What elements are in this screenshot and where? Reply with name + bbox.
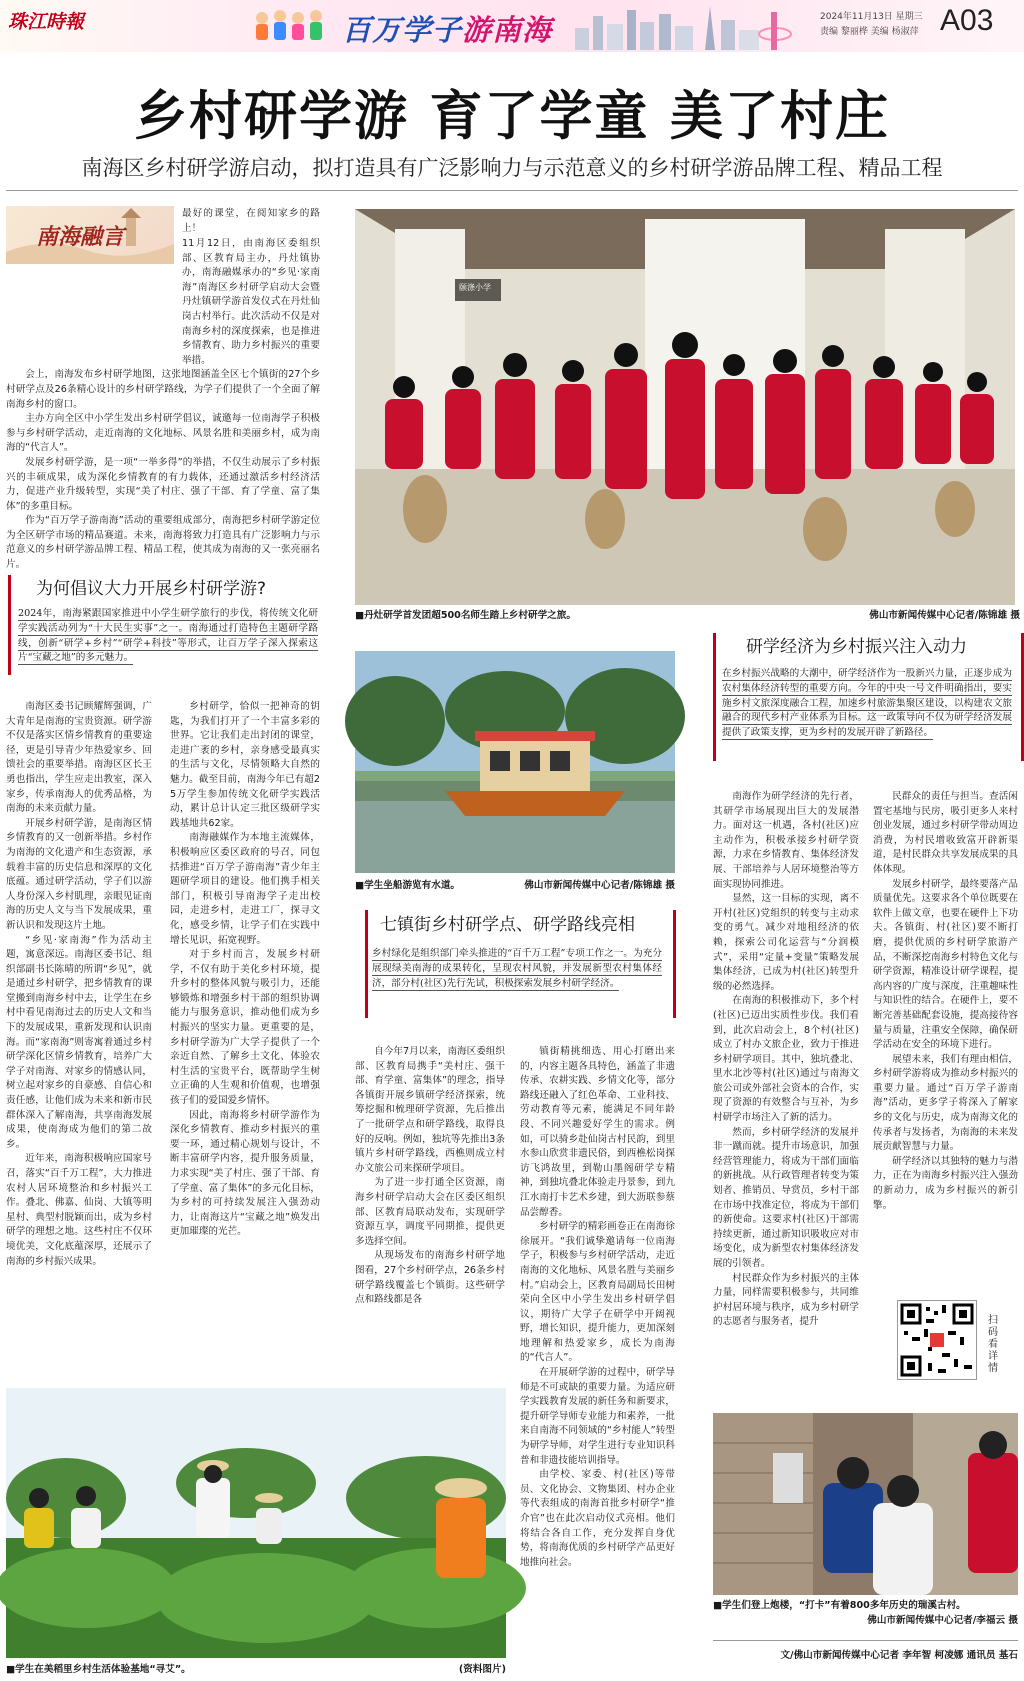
section3-paragraph: 展望未来，我们有理由相信，乡村研学游将成为推动乡村振兴的重要力量。通过“百万学子游南海”活动，更多学子将深入了解家乡的文化与历史，成为南海文化的传承者与发扬者，为南海的未来发展贡献智慧与力量。 — [873, 1053, 1018, 1153]
intro-body — [6, 237, 320, 571]
section1-paragraph: 开展乡村研学游，是南海区情乡情教育的又一创新举措。乡村作为南海的文化遗产和生态资源，承载着丰富的历史信息和深厚的文化底蕴。通过研学活动，学子们以游人身份深入乡村肌理，亲眼见证南海的历史人文与当下发展成果，重新认识和发现这片土地。 — [6, 817, 152, 931]
section3-col1 — [713, 790, 859, 1390]
photo-main-sign: 颐涤小学 — [459, 283, 491, 292]
qr-code[interactable] — [897, 1300, 977, 1380]
photo-boat — [355, 651, 675, 873]
section2-paragraph: 自今年7月以来，南海区委组织部、区教育局携手“美村庄、强干部、育学童、富集体”的理念，指导各镇街开展乡镇研学经济探索，统筹挖掘和梳理研学资源，先后推出了一批研学点和研学路线，取得良好的反响。例如，独坑等先推出3条镇片乡村研学路线，西樵则成立村办文旅公司来探研学项目。 — [355, 1046, 506, 1174]
section3-paragraph: 研学经济以其独特的魅力与潜力，正在为南海乡村振兴注入强劲的新动力，成为乡村振兴的新引擎。 — [873, 1155, 1018, 1211]
photo-rubbing-caption: ■学生们登上炮楼，“打卡”有着800多年历史的瑞溪古村。 — [713, 1600, 966, 1611]
section2-lead — [372, 947, 662, 1013]
section2-paragraph: 为了进一步打通全区资源，南海乡村研学启动大会在区委区组织部、区教育局联动发布，实现研学资源互享，调度平同期推，提供更多选择空间。 — [355, 1177, 505, 1247]
photo-boat-credit: 佛山市新闻传媒中心记者/陈锦雄 摄 — [524, 880, 675, 891]
section3-paragraph: 发展乡村研学，最终要落产品质量优先。这要求各个单位既要在软件上做文章，也要在硬件上下功夫。各镇街、村(社区)要不断打磨，提供优质的乡村研学旅游产品，不断深挖南海乡村特色文化与研学资源，精准设计研学课程，提高内容的广度与深度，注重趣味性与知识性的结合。在硬件上，要不断完善基础配套设施，提高接待容量与质量，注重安全保障，确保研学活动在安全的环境下进行。 — [873, 878, 1018, 1051]
section3-col2 — [873, 790, 1018, 1290]
intro-paragraph: 作为“百万学子游南海”活动的重要组成部分，南海把乡村研学游定位为全区研学市场的精品赛道。未来，南海将致力打造具有广泛影响力与示范意义的乡村研学游品牌工程、精品工程，使其成为南海的又一张亮丽名片。 — [6, 515, 320, 571]
section2-col2 — [520, 1045, 675, 1670]
column-logo-text: 南海融言 — [36, 224, 125, 250]
section1-paragraph: 南海区委书记顾耀辉强调，广大青年是南海的宝贵资源。研学游不仅是落实区情乡情教育的重要途径，更是引导青少年热爱家乡、回馈社会的重要举措。南海区区长王勇也指出，学生应走出教室，深入家乡，传承南海人的优秀品格，为南海的未来贡献力量。 — [6, 701, 152, 815]
skyline-illustration — [575, 4, 800, 50]
section1-col1 — [6, 700, 152, 1365]
section3-paragraph: 然而，乡村研学经济的发展并非一蹴而就。提升市场意识，加强经营管理能力，将成为干部们面临的新挑战。从行政管理者转变为策划者、推销员、导赏员，乡村干部在市场中找准定位，将成为干部们的新使命。这要求村(社区)干部需持续更新，通过新知识吸收应对市场变化，成为新型农村集体经济发展的引领者。 — [713, 1126, 859, 1269]
section2-paragraph: 在开展研学游的过程中，研学导师是不可或缺的重要力量。为适应研学实践教育发展的新任务和新要求，提升研学导师专业能力和素养，一批来自南海不同领域的“乡村能人”转型为研学导师，对学生进行专业知识科普和非遗技能培训指导。 — [520, 1367, 675, 1466]
section3-paragraph: 在南海的积极推动下，多个村(社区)已迈出实质性步伐。我们看到，此次启动会上，8个村(社区)成立了村办文旅企业，致力于推进乡村研学项目。其中，独坑叠北、里水北沙等村(社区)通过与南海文旅公司或外部社会资本的合作，实现了资源的有效整合与互补，为乡村研学市场注入了新的活力。 — [713, 995, 859, 1124]
issue-date: 2024年11月13日 星期三 — [820, 12, 923, 22]
photo-tea-credit: (资料图片) — [458, 1664, 506, 1675]
intro-paragraph: 会上，南海发布乡村研学地图，这张地图涵盖全区七个镇街的27个乡村研学点及26条精心设计的乡村研学路线，为学子们提供了一个全面了解南海乡村的窗口。 — [6, 369, 320, 410]
section2-lead-text: 乡村绿化是组织部门牵头推进的“百千万工程”专项工作之一。为充分展现绿美南海的成果转化，呈现农村风貌，并发展新型农村集体经济，部分村(社区)先行先试，积极探索发展乡村研学经济。 — [372, 948, 662, 989]
kids-cartoon-icon — [252, 6, 330, 46]
section1-paragraph: “乡见·家南海”作为活动主题，寓意深远。南海区委书记、组织部副书长陈晴的所谓“乡见”，就是通过乡村研学，把乡情教育的课堂搬到南海乡村中去，让学生在乡村中看见南海过去的历史人文和当下的发展成果，重新发现和认识南海。而“家南海”则寄寓着通过乡村研学深化区情乡情教育，培养广大学子对南海、对家乡的情感认同，树立起对家乡的自豪感、自信心和责任感，让他们成为未来和新市民群体深入了解南海，共享南海发展成果，使南海成为他们的第二故乡。 — [6, 934, 152, 1150]
section2-title: 七镇街乡村研学点、研学路线亮相 — [380, 915, 635, 935]
section1-paragraph: 南海融媒作为本地主流媒体，积极响应区委区政府的号召，同包括推进“百万学子游南海”青少年主题研学项目的建设。他们携手相关部门，积极引导南海学子走出校园，走进乡村，走进工厂，探寻文化，感受乡情，让学子们在实践中增长见识，拓宽视野。 — [170, 832, 320, 946]
intro-paragraph: 发展乡村研学游，是一项“一举多得”的举措，不仅生动展示了乡村振兴的丰硕成果，成为深化乡情教育的有力载体，还通过激活乡村经济活力，促进产业升级转型，实现“美了村庄、强了干部、育了学童、富了集体”的多重目标。 — [6, 456, 320, 512]
photo-main-credit: 佛山市新闻传媒中心记者/陈锦雄 摄 — [869, 610, 1020, 621]
photo-main-caption: ■丹灶研学首发团超500名师生踏上乡村研学之旅。 — [355, 610, 576, 621]
intro-lead: 最好的课堂，在阅知家乡的路上！ — [182, 208, 320, 234]
qr-label: 扫码看详情 — [988, 1315, 998, 1374]
section2-paragraph: 乡村研学的精彩画卷正在南海徐徐展开。“我们诚挚邀请每一位南海学子，积极参与乡村研学活动，走近南海的文化地标、风景名胜与美丽乡村。”启动会上，区教育局副局长田树荣向全区中小学生发出乡村研学倡议，期待广大学子在研学中开阔视野，增长知识，提升能力，更加深刻地理解和热爱家乡，成长为南海的“代言人”。 — [520, 1221, 675, 1364]
section1-paragraph: 因此，南海将乡村研学游作为深化乡情教育、推动乡村振兴的重要一环，通过精心规划与设计，不断丰富研学内容，提升服务质量，力求实现“美了村庄、强了干部、育了学童、富了集体”的多元化目标，为乡村的可持续发展注入强劲动力，让南海这片“宝藏之地”焕发出更加璀璨的光芒。 — [170, 1109, 320, 1238]
section3-paragraph: 南海作为研学经济的先行者，其研学市场展现出巨大的发展潜力。面对这一机遇，各村(社区)应主动作为，积极承接乡村研学资源，力求在乡情教育、集体经济发展、干部培养与人居环境整治等方面实现协同推进。 — [713, 791, 859, 890]
headline-rule — [6, 190, 1018, 191]
photo-main — [355, 209, 1015, 605]
byline: 文/佛山市新闻传媒中心记者 李年智 柯凌娜 通讯员 基石 — [780, 1650, 1018, 1661]
page-number: A03 — [940, 4, 994, 37]
section3-lead-text: 在乡村振兴战略的大潮中，研学经济作为一股新兴力量，正逐步成为农村集体经济转型的重要方向。今年的中央一号文件明确指出，要实施乡村文旅深度融合工程，加速乡村旅游集聚区建设，以构建农文旅融合的现代乡村产业体系为目标。这一政策导向不仅为研学经济发展提供了政策支撑，更为乡村的发展开辟了新路径。 — [722, 668, 1012, 739]
section3-lead — [722, 667, 1012, 757]
headline: 乡村研学游 育了学童 美了村庄 — [134, 86, 890, 147]
section1-paragraph: 近年来，南海积极响应国家号召，落实“百千万工程”，大力推进农村人居环境整治和乡村振兴工作。叠北、佛嘉、仙岗、大镇等明星村、典型村脱颖而出，成为乡村研学的理想之地。这些村庄不仅环境优美，文化底蕴深厚，还展示了南海的乡村振兴成果。 — [6, 1153, 152, 1267]
section3-title: 研学经济为乡村振兴注入动力 — [746, 637, 967, 657]
section2-paragraph: 由学校、家委、村(社区)等带员、文化协会、文物集团、村办企业等代表组成的南海首批乡村研学“推介官”也在此次启动仪式亮相。他们将结合各自工作，充分发挥自身优势，将南海优质的乡村研学产品更好地推向社会。 — [520, 1469, 675, 1568]
byline-rule — [713, 1640, 1018, 1641]
section1-lead-text: 2024年，南海紧跟国家推进中小学生研学旅行的步伐，将传统文化研学实践活动列为“十大民生实事”之一。南海通过打造特色主题研学路线，创新“研学+乡村”“研学+科技”等形式，让百万学子深入探索这片“宝藏之地”的多元魅力。 — [18, 608, 318, 664]
section1-paragraph: 乡村研学，恰似一把神奇的钥匙，为我们打开了一个丰富多彩的世界。它让我们走出封闭的课堂，走进广袤的乡村，亲身感受最真实的生活与文化，尽情领略大自然的魅力。截至目前，南海今年已有超25万学生参加传统文化研学实践活动，累计总计认定三批区级研学实践基地共62家。 — [170, 701, 321, 829]
paper-name: 珠江時報 — [8, 11, 85, 33]
photo-tea — [6, 1388, 506, 1658]
section1-lead — [18, 607, 318, 671]
photo-rubbing — [713, 1413, 1018, 1595]
photo-rubbing-credit: 佛山市新闻传媒中心记者/李福云 摄 — [867, 1615, 1018, 1626]
editor-credits: 责编 黎丽桦 美编 杨淑萍 — [820, 27, 919, 37]
section3-paragraph: 村民群众作为乡村振兴的主体力量，同样需要积极参与，共同维护村居环境与秩序，成为乡村研学的志愿者与服务者，提升 — [713, 1272, 859, 1328]
subheadline: 南海区乡村研学游启动，拟打造具有广泛影响力与示范意义的乡村研学游品牌工程、精品工程 — [81, 156, 943, 180]
banner-title — [342, 8, 552, 49]
section1-paragraph: 对于乡村而言，发展乡村研学，不仅有助于美化乡村环境，提升乡村的整体风貌与吸引力，还能够锻炼和增强乡村干部的组织协调能力与服务意识，推动他们成为乡村振兴的坚实力量。更重要的是，乡村研学游为广大学子提供了一个亲近自然、了解乡土文化、体验农村生活的宝贵平台，既帮助学生树立正确的人生观和价值观，也增强孩子们的爱国爱乡情怀。 — [170, 949, 320, 1107]
banner-title-a: 百万学子 — [342, 13, 463, 47]
section3-paragraph: 显然，这一目标的实现，离不开村(社区)党组织的转变与主动求变的勇气。减少对地租经济的依赖，探索公司化运营与“分润模式”，采用“定量+变量”策略发展集体经济，已成为村(社区)转型升级的必然选择。 — [713, 893, 859, 992]
photo-tea-caption: ■学生在美稻里乡村生活体验基地“寻艾”。 — [6, 1664, 191, 1675]
section2-col1 — [355, 1045, 505, 1350]
photo-boat-caption: ■学生坐船游览有水道。 — [355, 880, 461, 891]
masthead — [0, 0, 1024, 52]
banner-title-b: 游南海 — [462, 13, 553, 47]
section1-col2 — [170, 700, 320, 1365]
section1-title: 为何倡议大力开展乡村研学游? — [36, 579, 267, 599]
section3-paragraph: 民群众的责任与担当。查活闲置宅基地与民房，吸引更多人来村创业发展，通过乡村研学带动周边消费，为村民增收致富开辟新渠道，是村民群众共享发展成果的具体体现。 — [873, 791, 1018, 875]
intro-paragraph: 主办方向全区中小学生发出乡村研学倡议，诚邀每一位南海学子积极参与乡村研学活动，走近南海的文化地标、风景名胜和美丽乡村，成为南海的“代言人”。 — [6, 413, 320, 454]
intro-paragraph: 11月12日，由南海区委组织部、区教育局主办，丹灶镇协办，南海融媒承办的“乡见·家南海”南海区乡村研学启动大会暨丹灶镇研学游首发仪式在丹灶仙岗古村举行。此次活动不仅是对南海乡村的深度探索，也是推进乡情教育、助力乡村振兴的重要举措。 — [182, 238, 320, 366]
section2-paragraph: 镇街精挑细选、用心打磨出来的，内容主题各具特色，涵盖了非遗传承、农耕实践、乡情文化等，部分路线还融入了红色革命、工业科技、劳动教育等元素，能满足不同年龄段、不同兴趣爱好学生的需求。例如，可以骑乡赴仙岗古村民韵，到里水参山欣赏非遗民俗，到西樵松岗探访飞鸿故里，到勒山墨阁研学专精神，到独坑叠北体验走丹景参，到九江水南打卡艺术乡建，到大沥联参蔡品尝醇香。 — [520, 1046, 675, 1218]
section2-paragraph: 从现场发布的南海乡村研学地图看，27个乡村研学点，26条乡村研学路线覆盖七个镇街。这些研学点和路线都是各 — [355, 1250, 505, 1306]
